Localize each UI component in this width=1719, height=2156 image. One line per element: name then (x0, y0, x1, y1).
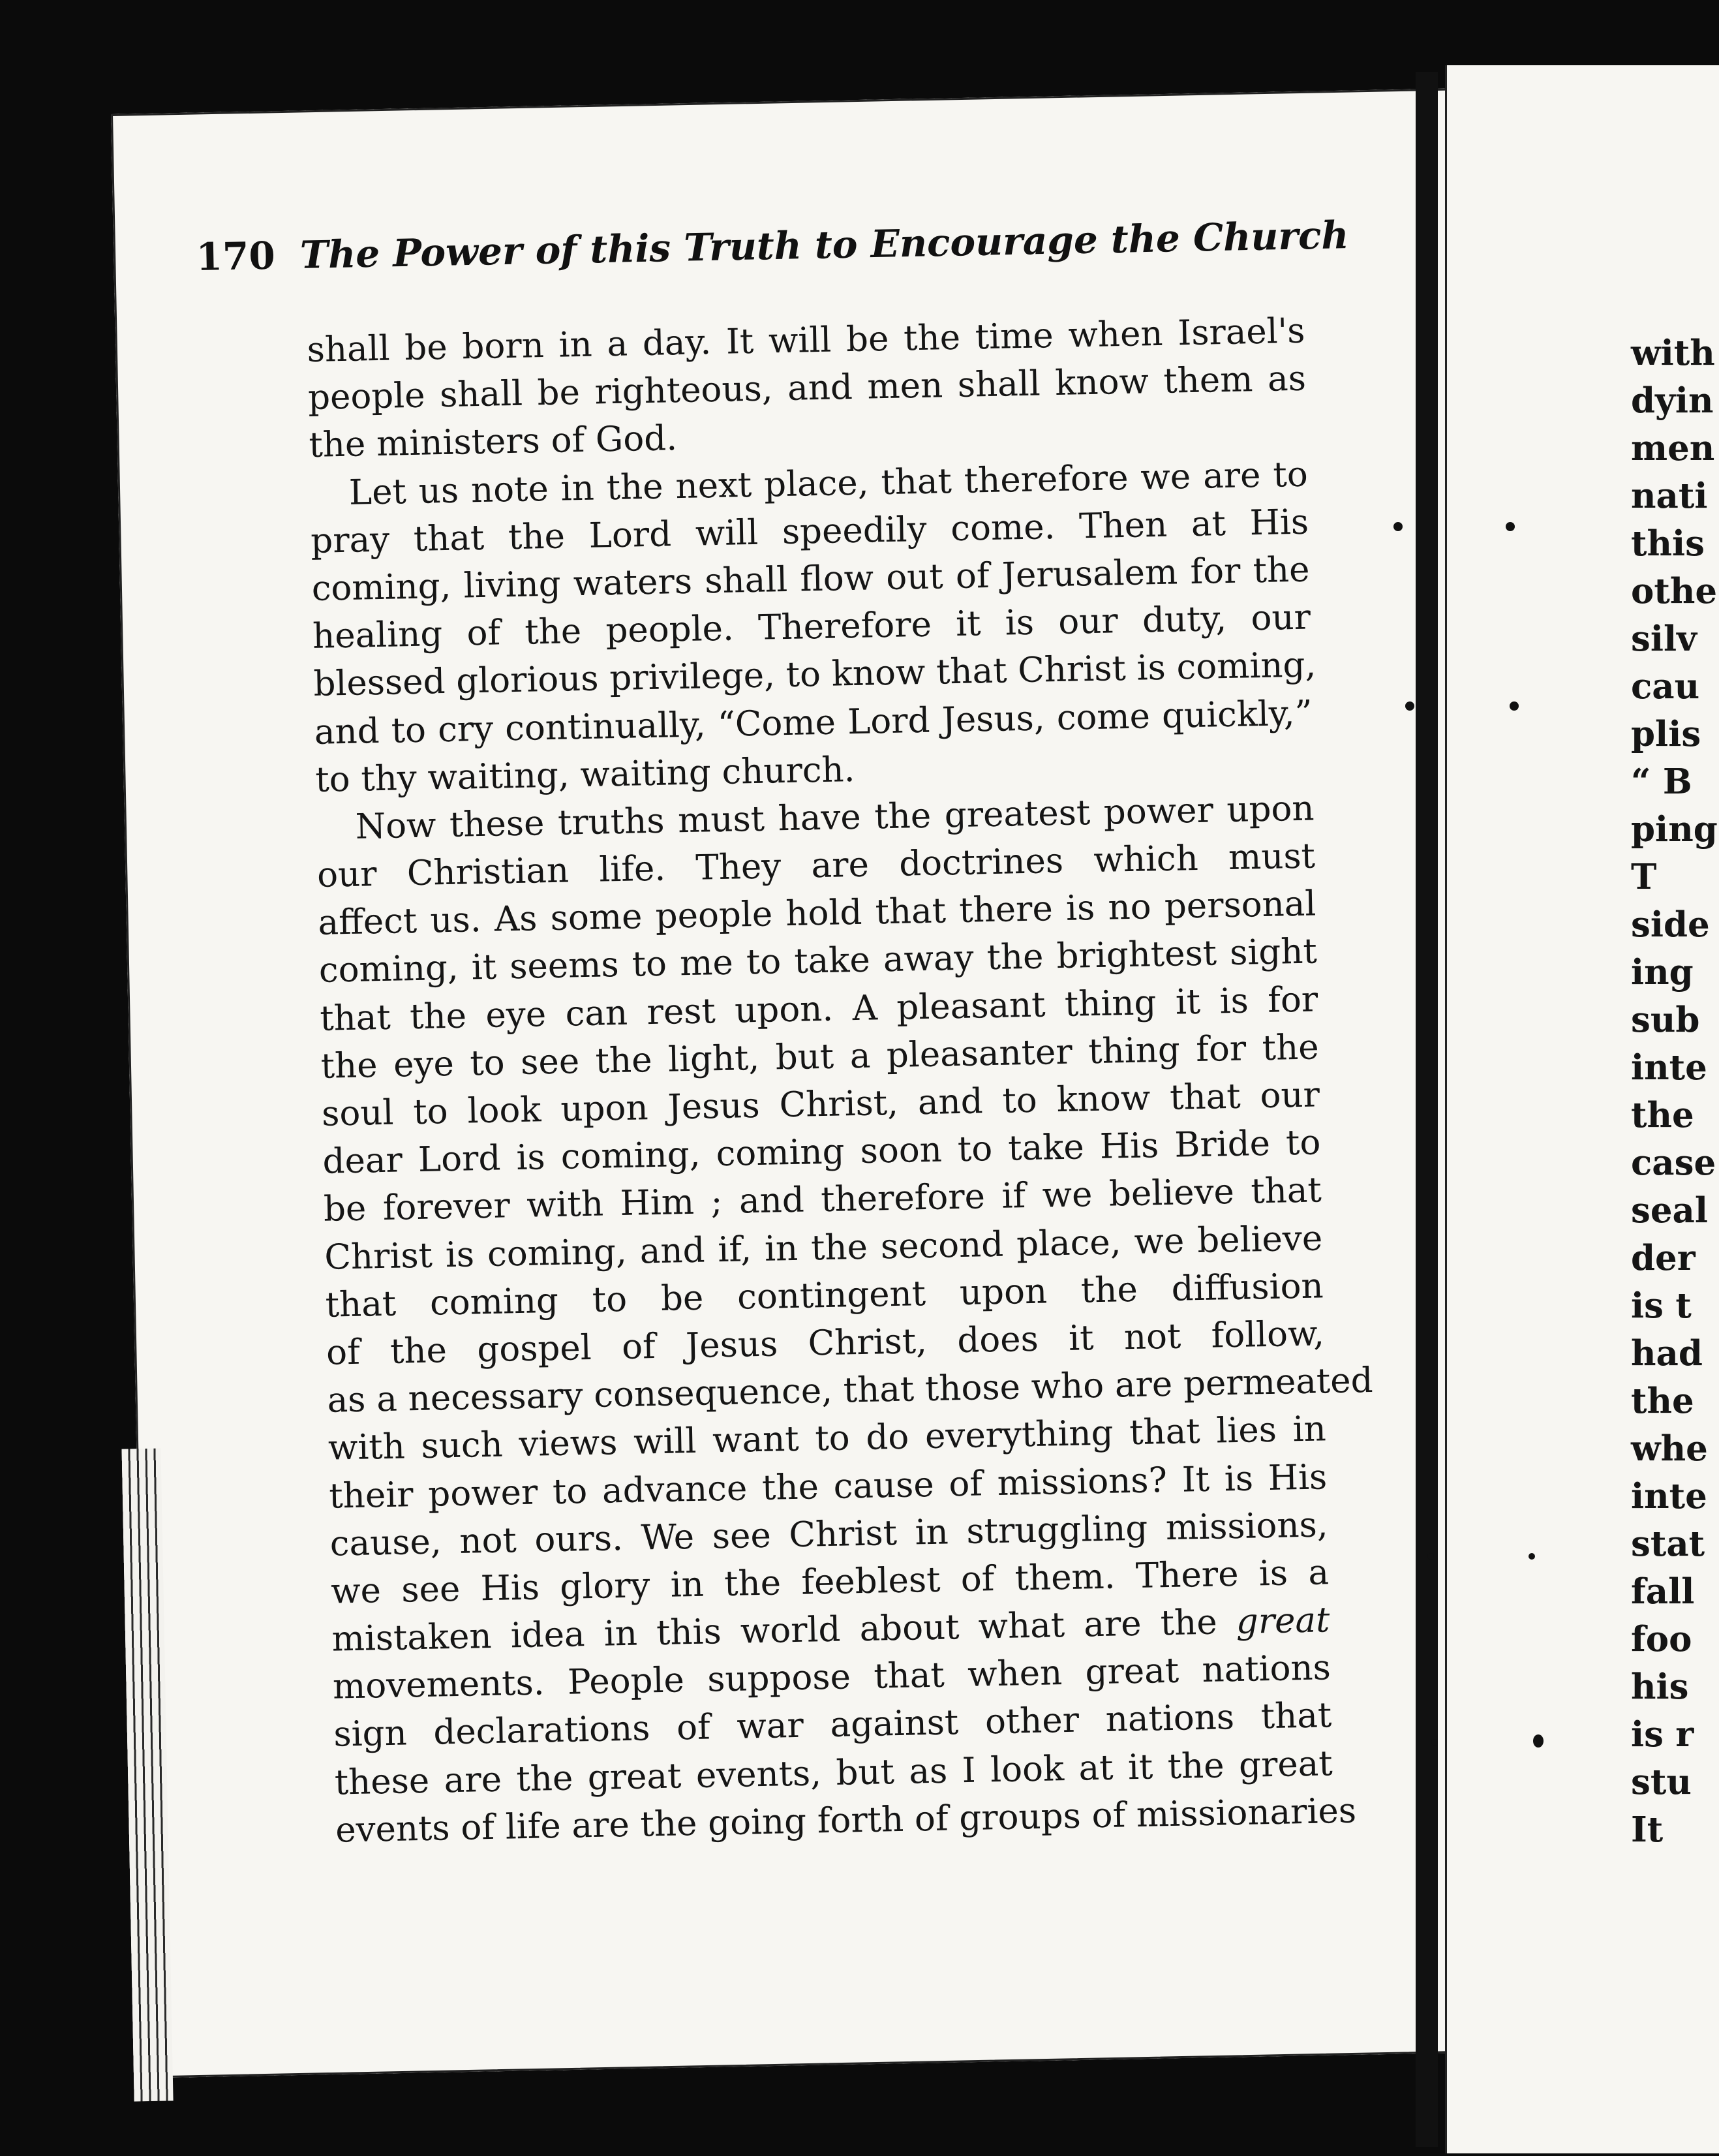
text-line: blessed glorious privilege, to know that Christ is coming, (312, 645, 1316, 705)
fragment-line: the (1631, 1095, 1694, 1135)
text-line: to thy waiting, waiting church. (314, 749, 856, 800)
text-line: that the eye can rest upon. A pleasant thing it is for (319, 979, 1318, 1039)
text-line: healing of the people. Therefore it is our duty, our (312, 597, 1311, 657)
binding-hole (1431, 1739, 1438, 1746)
fragment-line: T (1631, 857, 1657, 897)
text-line: cause, not ours. We see Christ in struggling missions, (329, 1504, 1329, 1564)
text-line: as a necessary consequence, that those who are permeated (327, 1361, 1374, 1421)
fragment-line: fall (1631, 1571, 1695, 1612)
fragment-line: nati (1631, 476, 1708, 516)
fragment-line: silv (1631, 619, 1697, 659)
text-line: coming, it seems to me to take away the brightest sight (318, 931, 1318, 991)
fragment-line: the (1631, 1381, 1694, 1421)
fragment-line: inte (1631, 1047, 1707, 1088)
text-line: Let us note in the next place, that therefore we are to (348, 454, 1309, 513)
fragment-line: cau (1631, 666, 1700, 707)
fragment-line: side (1631, 904, 1710, 945)
fragment-line: is r (1631, 1714, 1694, 1755)
binding-hole (1510, 701, 1519, 711)
fragment-line: this (1631, 523, 1705, 564)
text-line: events of life are the going forth of groups of missionaries (335, 1791, 1357, 1851)
text-line: affect us. As some people hold that there is no personal (317, 884, 1316, 944)
fragment-line: is t (1631, 1286, 1692, 1326)
fragment-line: It (1631, 1810, 1664, 1850)
text-line: and to cry continually, “Come Lord Jesus, come quickly,” (314, 693, 1313, 752)
binding-hole (1506, 522, 1515, 531)
fragment-line: whe (1631, 1428, 1708, 1469)
fragment-line: othe (1631, 571, 1718, 611)
fragment-line: foo (1631, 1619, 1692, 1659)
running-title: The Power of this Truth to Encourage the Church (299, 213, 1350, 277)
fragment-line: ing (1631, 952, 1694, 993)
fragment-line: “ B (1631, 762, 1692, 802)
text-line: be forever with Him ; and therefore if we believe that (323, 1170, 1322, 1230)
text-line: shall be born in a day. It will be the time when Israel's (307, 311, 1306, 370)
text-line: the eye to see the light, but a pleasanter thing for the (320, 1027, 1320, 1086)
text-line: these are the great events, but as I look at it the great (334, 1743, 1333, 1803)
text-line: the ministers of God. (308, 418, 678, 466)
text-line: Christ is coming, and if, in the second place, we believe (324, 1218, 1323, 1278)
binding-hole (1427, 1553, 1434, 1560)
facing-page-fragments (1631, 330, 1718, 1854)
text-line: their power to advance the cause of missions? It is His (328, 1456, 1328, 1517)
text-line: our Christian life. They are doctrines which must (316, 836, 1316, 895)
fragment-line: plis (1631, 714, 1701, 754)
book-gutter (1416, 72, 1438, 2147)
fragment-line: with (1631, 333, 1715, 373)
fragment-line: inte (1631, 1476, 1707, 1517)
binding-hole (1405, 701, 1414, 711)
fragment-line: stat (1631, 1524, 1705, 1564)
italic-word: great (1236, 1600, 1330, 1642)
text-segment: mistaken idea in this world about what are the (331, 1602, 1218, 1659)
binding-hole (1533, 1734, 1544, 1748)
fragment-line: his (1631, 1667, 1689, 1707)
text-line: sign declarations of war against other nations that (333, 1695, 1332, 1755)
text-line: with such views will want to do everything that lies in (327, 1409, 1327, 1468)
text-line: people shall be righteous, and men shall know them as (307, 358, 1307, 418)
fragment-line: stu (1631, 1762, 1692, 1802)
fragment-line: case (1631, 1143, 1716, 1183)
text-line: Now these truths must have the greatest power upon (355, 788, 1315, 847)
text-line: we see His glory in the feeblest of them. There is a (330, 1552, 1330, 1612)
page-number: 170 (196, 233, 276, 279)
text-line: soul to look upon Jesus Christ, and to know that our (321, 1075, 1320, 1134)
text-line: pray that the Lord will speedily come. Then at His (310, 502, 1309, 561)
binding-hole (1393, 522, 1403, 531)
text-line: dear Lord is coming, coming soon to take His Bride to (322, 1122, 1321, 1182)
text-line: movements. People suppose that when great nations (332, 1648, 1331, 1707)
fragment-line: ping (1631, 809, 1718, 850)
binding-hole (1529, 1553, 1535, 1560)
fragment-line: had (1631, 1333, 1703, 1374)
fragment-line: men (1631, 428, 1715, 469)
fragment-line: seal (1631, 1190, 1709, 1231)
fragment-line: dyin (1631, 380, 1714, 421)
text-line: of the gospel of Jesus Christ, does it not follow, (326, 1314, 1325, 1373)
text-line: coming, living waters shall flow out of Jerusalem for the (311, 549, 1311, 609)
fragment-line: sub (1631, 1000, 1700, 1040)
body-text (307, 307, 1374, 1855)
text-line: that coming to be contingent upon the diffusion (325, 1266, 1324, 1325)
fragment-line: der (1631, 1238, 1696, 1278)
